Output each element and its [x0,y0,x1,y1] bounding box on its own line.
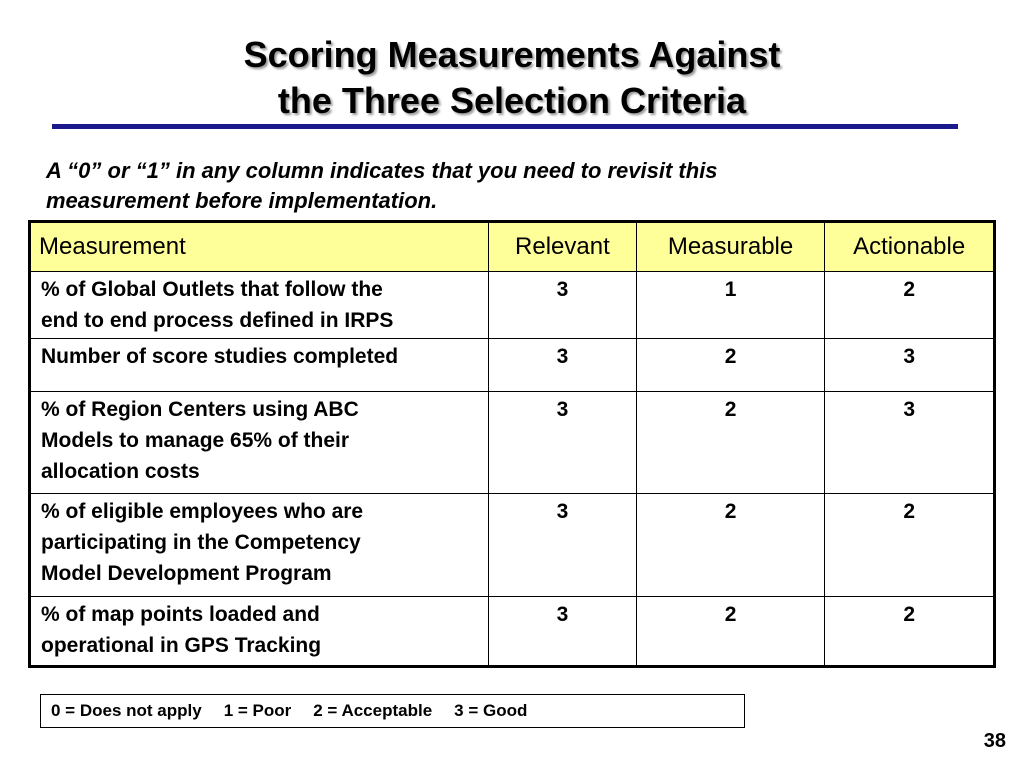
measurement-line: participating in the Competency [41,531,361,554]
table-row [30,494,995,597]
title-line-1: Scoring Measurements Against [243,34,781,75]
measurable-score: 2 [636,597,825,667]
measurement-line: end to end process defined in IRPS [41,309,394,332]
header-actionable: Actionable [825,222,995,272]
legend-item-1: 1 = Poor [223,701,292,720]
actionable-score: 2 [825,494,995,597]
measurement-line: Number of score studies completed [41,345,399,368]
header-relevant: Relevant [489,222,637,272]
measurement-cell [30,597,489,667]
relevant-score: 3 [489,597,637,667]
score-legend [40,694,745,728]
measurable-score: 1 [636,272,825,339]
legend-item-2: 2 = Acceptable [313,701,433,720]
measurement-cell [30,494,489,597]
header-measurement: Measurement [30,222,489,272]
instruction-line-1: A “0” or “1” in any column indicates that you need to revisit this [46,158,718,183]
measurement-cell [30,392,489,494]
relevant-score: 3 [489,392,637,494]
table-row [30,392,995,494]
table-header-row [30,222,995,272]
title-divider [52,124,958,129]
actionable-score: 3 [825,339,995,392]
actionable-score: 3 [825,392,995,494]
relevant-score: 3 [489,494,637,597]
measurement-line: % of Global Outlets that follow the [41,278,383,301]
relevant-score: 3 [489,272,637,339]
table-row [30,339,995,392]
measurement-line: % of map points loaded and [41,603,320,626]
measurement-cell [30,272,489,339]
measurement-line: % of eligible employees who are [41,500,364,523]
actionable-score: 2 [825,272,995,339]
header-measurable: Measurable [636,222,825,272]
title-line-2: the Three Selection Criteria [277,80,747,121]
page-number: 38 [983,730,1006,752]
measurement-line: % of Region Centers using ABC [41,398,359,421]
measurement-line: Models to manage 65% of their [41,429,350,452]
legend-item-0: 0 = Does not apply [51,701,202,720]
scoring-table [28,220,996,668]
measurement-cell [30,339,489,392]
measurable-score: 2 [636,392,825,494]
table-row [30,597,995,667]
relevant-score: 3 [489,339,637,392]
measurable-score: 2 [636,339,825,392]
actionable-score: 2 [825,597,995,667]
measurement-line: Model Development Program [41,562,332,585]
measurement-line: operational in GPS Tracking [41,634,322,657]
slide-title [0,32,1024,124]
legend-item-3: 3 = Good [454,701,528,720]
measurable-score: 2 [636,494,825,597]
measurement-line: allocation costs [41,460,200,483]
instruction-text [46,156,946,216]
instruction-line-2: measurement before implementation. [46,188,438,213]
table-row [30,272,995,339]
